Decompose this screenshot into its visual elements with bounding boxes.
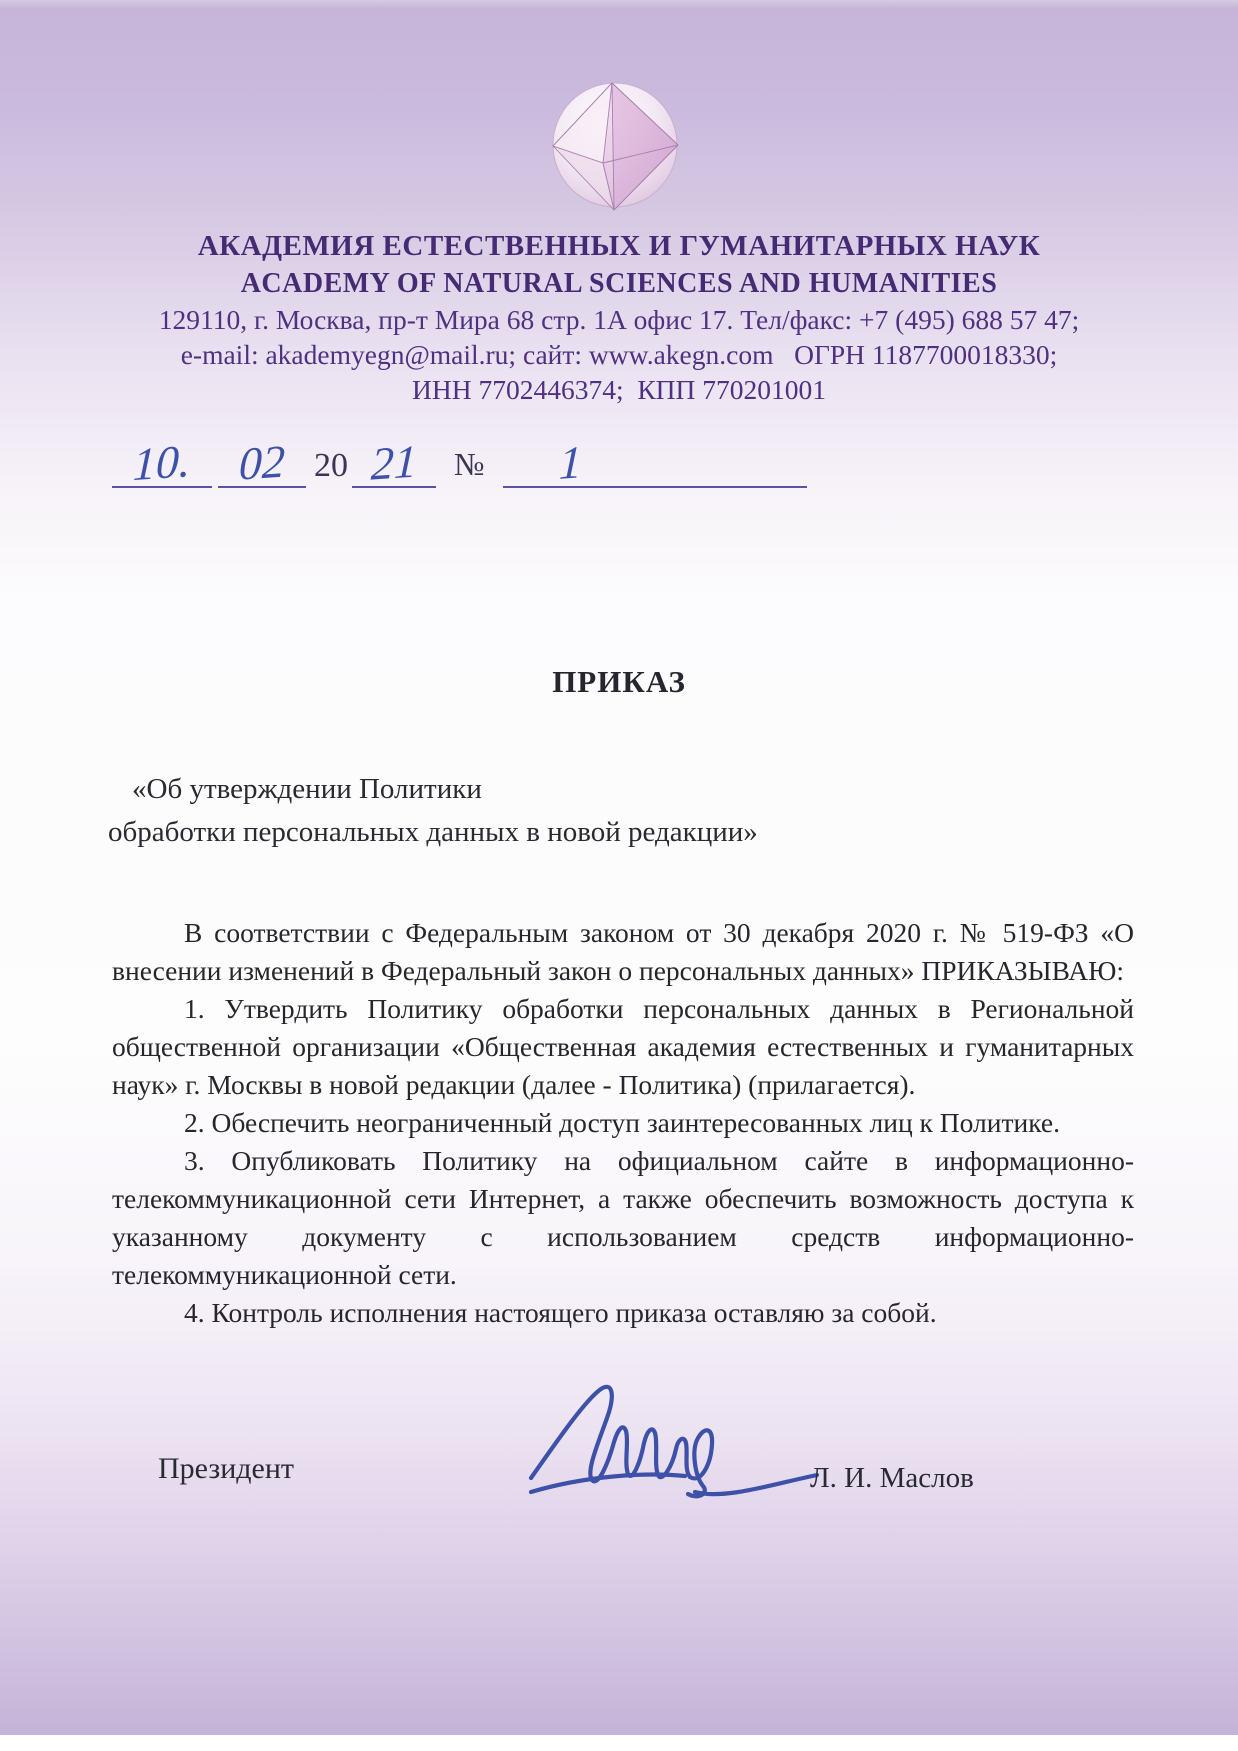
handwritten-day: 10. [132,434,192,491]
signature-block [0,1380,1238,1540]
date-number-line [112,420,807,491]
year-field [352,420,436,488]
subject-line-2: обработки персональных данных в новой редакции» [108,816,758,848]
handwritten-year: 21 [370,435,418,490]
org-address-line: 129110, г. Москва, пр-т Мира 68 стр. 1А офис 17. Тел/факс: +7 (495) 688 57 47; [158,304,1080,335]
handwritten-month: 02 [238,435,286,490]
handwritten-order-number: 1 [557,436,583,489]
number-sign: № [454,446,485,482]
order-body [112,914,1134,1332]
signer-role: Президент [158,1452,294,1485]
printed-century: 20 [314,447,348,484]
subject-line-1: «Об утверждении Политики [132,773,482,805]
org-name-ru: АКАДЕМИЯ ЕСТЕСТВЕННЫХ И ГУМАНИТАРНЫХ НАУК [197,230,1041,262]
org-contact-line: e-mail: akademyegn@mail.ru; сайт: www.akegn.com ОГРН 1187700018330; [180,339,1058,370]
document-title: ПРИКАЗ [552,664,686,699]
month-field [218,420,306,488]
signature-autograph [525,1380,825,1520]
body-paragraph-item-4: 4. Контроль исполнения настоящего приказа оставляю за собой. [184,1297,937,1328]
academy-crystal-logo [545,75,685,215]
body-paragraph-item-1: 1. Утвердить Политику обработки персональных данных в Региональной общественной организации «Общественная академия естественных и гуманитарных наук» г. Москвы в новой редакции (далее - Политика) (прилагается). [112,993,1134,1100]
body-paragraph-item-3: 3. Опубликовать Политику на официальном сайте в информационно-телекоммуникационной сети Интернет, а также обеспечить возможность доступа к указанному документу с использованием средств информационно-телекоммуникационной сети. [112,1145,1134,1290]
scan-bottom-margin [0,1735,1238,1751]
day-field [112,420,212,491]
letterhead [0,228,1238,407]
body-paragraph-item-2: 2. Обеспечить неограниченный доступ заинтересованных лиц к Политике. [184,1107,1060,1138]
body-paragraph-preamble: В соответствии с Федеральным законом от 30 декабря 2020 г. № 519-ФЗ «О внесении изменений в Федеральный закон о персональных данных» ПРИКАЗЫВАЮ: [112,917,1134,986]
order-number-field [503,420,807,488]
signer-name: Л. И. Маслов [810,1462,974,1494]
order-subject [108,768,758,854]
org-tax-line: ИНН 7702446374; КПП 770201001 [411,374,827,405]
org-name-en: ACADEMY OF NATURAL SCIENCES AND HUMANITIES [240,268,998,299]
